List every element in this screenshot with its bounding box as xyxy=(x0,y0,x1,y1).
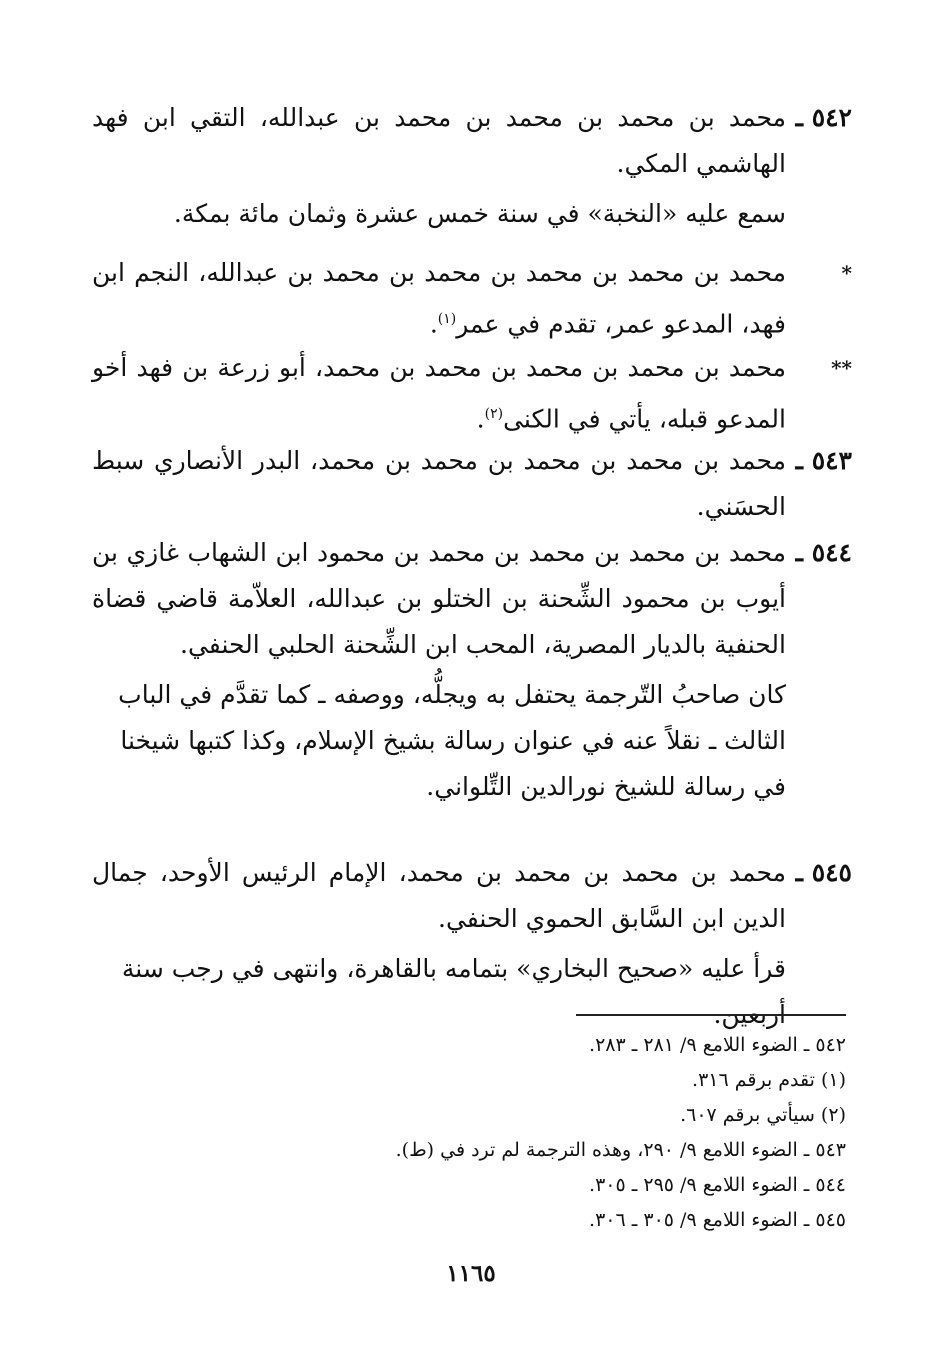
footnote-ref: (٢) xyxy=(484,406,504,422)
entry-text xyxy=(92,250,786,347)
entry-number: ٥٤٣ ـ xyxy=(795,446,852,475)
full-stop: . xyxy=(429,309,438,339)
entry-544 xyxy=(92,530,852,810)
double-asterisk-marker: ** xyxy=(831,356,852,380)
page-number: ١١٦٥ xyxy=(446,1260,496,1287)
footnote-ref: (١) xyxy=(437,311,457,327)
entry-text: محمد بن محمد بن محمد بن محمد بن محمد، البدر الأنصاري سبط الحسَني. xyxy=(92,446,786,521)
entry-number: ٥٤٢ ـ xyxy=(795,103,852,132)
footnote: (٢) سيأتي برقم ٦٠٧. xyxy=(680,1104,846,1126)
footnote: ٥٤٣ ـ الضوء اللامع ٩/ ٢٩٠، وهذه الترجمة لم ترد في (ط). xyxy=(395,1139,846,1161)
entry-number: ٥٤٥ ـ xyxy=(795,858,852,887)
entry-text: محمد بن محمد بن محمد بن محمد بن عبدالله، التقي ابن فهد الهاشمي المكي. xyxy=(92,103,786,178)
footnote: ٥٤٤ ـ الضوء اللامع ٩/ ٢٩٥ ـ ٣٠٥. xyxy=(589,1174,846,1196)
entry-text xyxy=(92,345,786,442)
footnote: ٥٤٢ ـ الضوء اللامع ٩/ ٢٨١ ـ ٢٨٣. xyxy=(589,1034,846,1056)
entry-number: ٥٤٤ ـ xyxy=(795,538,852,567)
entry-text-body: محمد بن محمد بن محمد بن محمد بن محمد، أبو زرعة بن فهد أخو المدعو قبله، يأتي في الكنى xyxy=(92,353,786,434)
entry-545 xyxy=(92,850,852,1038)
footnote: (١) تقدم برقم ٣١٦. xyxy=(692,1069,846,1091)
entry-542 xyxy=(92,95,852,237)
footnote: ٥٤٥ ـ الضوء اللامع ٩/ ٣٠٥ ـ ٣٠٦. xyxy=(589,1209,846,1231)
entry-note: قرأ عليه «صحيح البخاري» بتمامه بالقاهرة، وانتهى في رجب سنة أربعين. xyxy=(121,954,786,1029)
full-stop: . xyxy=(476,404,485,434)
footnotes xyxy=(86,1028,846,1238)
entry-crossref-double-star xyxy=(92,345,852,442)
entry-text-body: محمد بن محمد بن محمد بن محمد بن محمد بن عبدالله، النجم ابن فهد، المدعو عمر، تقدم في عمر xyxy=(92,258,786,339)
asterisk-marker: * xyxy=(841,261,852,285)
entry-crossref-star xyxy=(92,250,852,347)
entry-543 xyxy=(92,438,852,530)
entry-note: سمع عليه «النخبة» في سنة خمس عشرة وثمان مائة بمكة. xyxy=(173,199,786,228)
entry-text: محمد بن محمد بن محمد بن محمد بن محمود ابن الشهاب غازي بن أيوب بن محمود الشِّحنة بن الختلو بن عبدالله، العلاّمة قاضي قضاة الحنفية بالديار المصرية، المحب ابن الشِّحنة الحلبي الحنفي. xyxy=(92,538,786,659)
entry-note: كان صاحبُ التّرجمة يحتفل به ويجلُّه، ووصفه ـ كما تقدَّم في الباب الثالث ـ نقلاً عنه في عنوان رسالة بشيخ الإسلام، وكذا كتبها شيخنا في رسالة للشيخ نورالدين التِّلواني. xyxy=(118,680,786,801)
entry-text: محمد بن محمد بن محمد بن محمد، الإمام الرئيس الأوحد، جمال الدين ابن السَّابق الحموي الحنفي. xyxy=(92,858,786,933)
footnote-divider xyxy=(576,1014,846,1016)
